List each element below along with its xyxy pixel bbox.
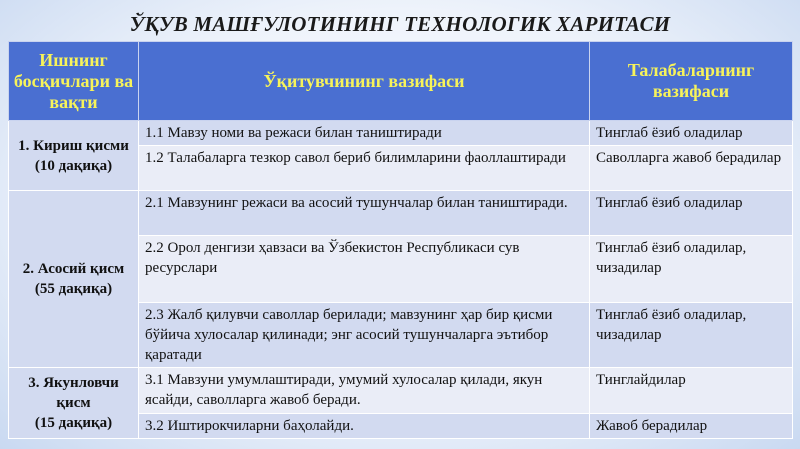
student-task: Тинглаб ёзиб оладилар bbox=[590, 191, 793, 236]
student-task: Жавоб берадилар bbox=[590, 414, 793, 439]
stage-name: 2. Асосий қисм bbox=[22, 261, 125, 277]
student-task: Тинглаб ёзиб оладилар bbox=[590, 121, 793, 146]
header-stage: Ишнинг босқичлари ва вақти bbox=[9, 42, 139, 121]
stage-cell-final bbox=[9, 368, 139, 439]
table-row bbox=[9, 191, 793, 236]
teacher-task: 2.1 Мавзунинг режаси ва асосий тушунчалар билан таништиради. bbox=[139, 191, 590, 236]
technology-map-table bbox=[8, 41, 793, 439]
stage-name: 1. Кириш қисми bbox=[18, 137, 129, 154]
stage-time: (15 дақиқа) bbox=[34, 415, 113, 431]
student-task: Тинглайдилар bbox=[590, 368, 793, 414]
table-row bbox=[9, 368, 793, 414]
student-task: Тинглаб ёзиб оладилар, чизадилар bbox=[590, 236, 793, 303]
page-title: ЎҚУВ МАШҒУЛОТИНИНГ ТЕХНОЛОГИК ХАРИТАСИ bbox=[129, 12, 671, 36]
teacher-task: 2.2 Орол денгизи ҳавзаси ва Ўзбекистон Республикаси сув ресурслари bbox=[139, 236, 590, 303]
stage-time: (10 дақиқа) bbox=[34, 157, 113, 174]
teacher-task: 1.1 Мавзу номи ва режаси билан таништиради bbox=[139, 121, 590, 146]
stage-cell-main bbox=[9, 191, 139, 368]
table-header-row bbox=[9, 42, 793, 121]
teacher-task: 2.3 Жалб қилувчи саволлар берилади; мавзунинг ҳар бир қисми бўйича хулосалар қилинади; энг асосий тушунчаларга эътибор қаратади bbox=[139, 303, 590, 368]
table-row bbox=[9, 121, 793, 146]
teacher-task: 3.1 Мавзуни умумлаштиради, умумий хулосалар қилади, якун ясайди, саволларга жавоб беради. bbox=[139, 368, 590, 414]
stage-cell-intro bbox=[9, 121, 139, 191]
stage-time: (55 дақиқа) bbox=[34, 281, 113, 297]
header-teacher: Ўқитувчининг вазифаси bbox=[139, 42, 590, 121]
student-task: Саволларга жавоб берадилар bbox=[590, 146, 793, 191]
teacher-task: 3.2 Иштирокчиларни баҳолайди. bbox=[139, 414, 590, 439]
stage-name: 3. Якунловчи қисм bbox=[28, 375, 119, 411]
header-students: Талабаларнинг вазифаси bbox=[590, 42, 793, 121]
teacher-task: 1.2 Талабаларга тезкор савол бериб билимларини фаоллаштиради bbox=[139, 146, 590, 191]
student-task: Тинглаб ёзиб оладилар, чизадилар bbox=[590, 303, 793, 368]
